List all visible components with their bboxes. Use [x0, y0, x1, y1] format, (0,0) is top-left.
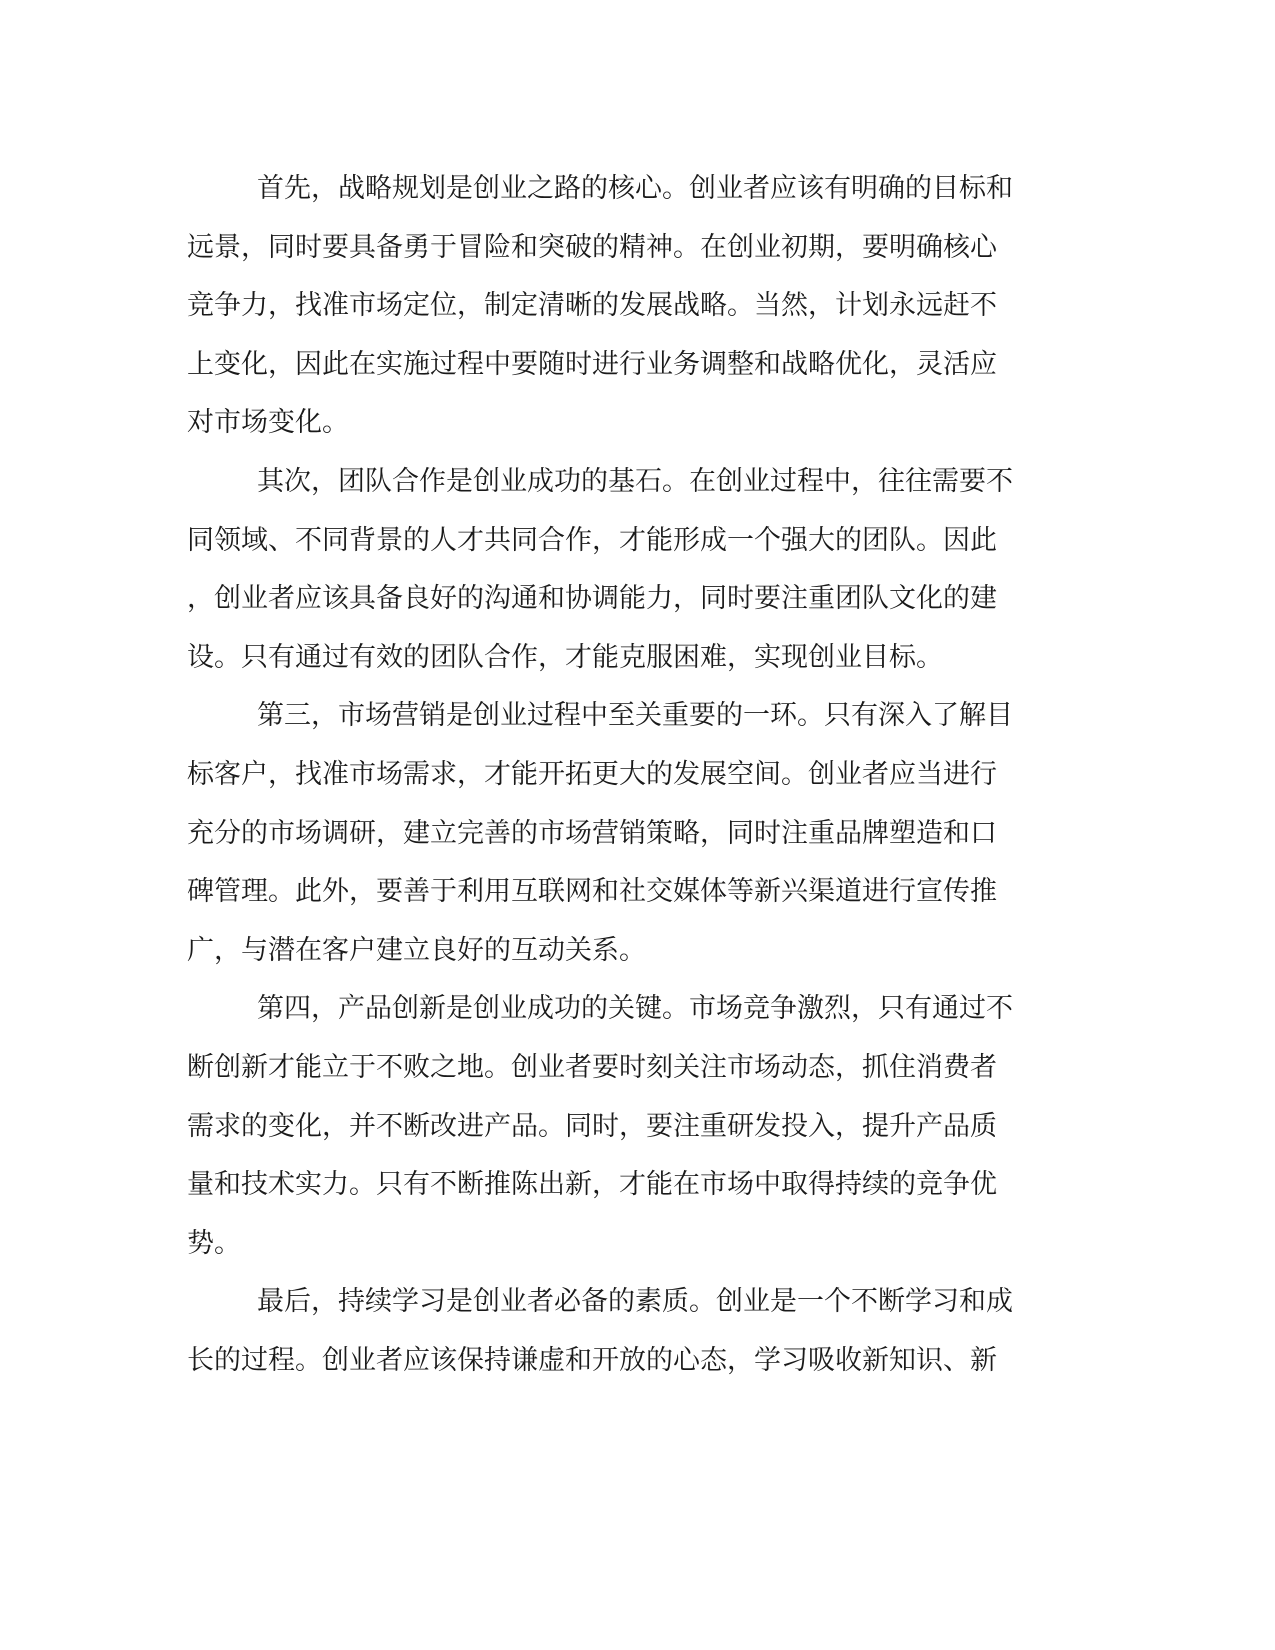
paragraph-line: 竞争力，找准市场定位，制定清晰的发展战略。当然，计划永远赶不: [187, 290, 997, 322]
paragraph-line: 其次，团队合作是创业成功的基石。在创业过程中，往往需要不: [257, 465, 1013, 497]
paragraph-line: 第四，产品创新是创业成功的关键。市场竞争激烈，只有通过不: [257, 993, 1013, 1025]
paragraph-line: 最后，持续学习是创业者必备的素质。创业是一个不断学习和成: [257, 1286, 1013, 1318]
paragraph-line: 广，与潜在客户建立良好的互动关系。: [187, 934, 646, 966]
paragraph-line: 设。只有通过有效的团队合作，才能克服困难，实现创业目标。: [187, 641, 943, 673]
paragraph-teamwork: [187, 453, 1067, 687]
paragraph-line: 断创新才能立于不败之地。创业者要时刻关注市场动态，抓住消费者: [187, 1051, 997, 1083]
paragraph-learning: [187, 1273, 1067, 1390]
paragraph-line: 标客户，找准市场需求，才能开拓更大的发展空间。创业者应当进行: [187, 758, 997, 790]
paragraph-strategy: [187, 160, 1067, 453]
paragraph-line: 上变化，因此在实施过程中要随时进行业务调整和战略优化，灵活应: [187, 348, 997, 380]
paragraph-marketing: [187, 687, 1067, 980]
paragraph-innovation: [187, 980, 1067, 1273]
paragraph-line: 远景，同时要具备勇于冒险和突破的精神。在创业初期，要明确核心: [187, 231, 997, 263]
paragraph-line: 同领域、不同背景的人才共同合作，才能形成一个强大的团队。因此: [187, 524, 997, 556]
paragraph-line: 势。: [187, 1227, 241, 1259]
paragraph-line: 量和技术实力。只有不断推陈出新，才能在市场中取得持续的竞争优: [187, 1169, 997, 1201]
paragraph-line: 首先，战略规划是创业之路的核心。创业者应该有明确的目标和: [257, 173, 1013, 204]
paragraph-line: 碑管理。此外，要善于利用互联网和社交媒体等新兴渠道进行宣传推: [187, 876, 997, 908]
paragraph-line: 对市场变化。: [187, 407, 349, 439]
paragraph-line: 充分的市场调研，建立完善的市场营销策略，同时注重品牌塑造和口: [187, 817, 997, 849]
body-text: [187, 160, 1067, 1390]
paragraph-line: 长的过程。创业者应该保持谦虚和开放的心态，学习吸收新知识、新: [187, 1344, 997, 1376]
paragraph-line: ，创业者应该具备良好的沟通和协调能力，同时要注重团队文化的建: [187, 583, 997, 615]
paragraph-line: 需求的变化，并不断改进产品。同时，要注重研发投入，提升产品质: [187, 1110, 997, 1142]
paragraph-line: 第三，市场营销是创业过程中至关重要的一环。只有深入了解目: [257, 700, 1013, 732]
